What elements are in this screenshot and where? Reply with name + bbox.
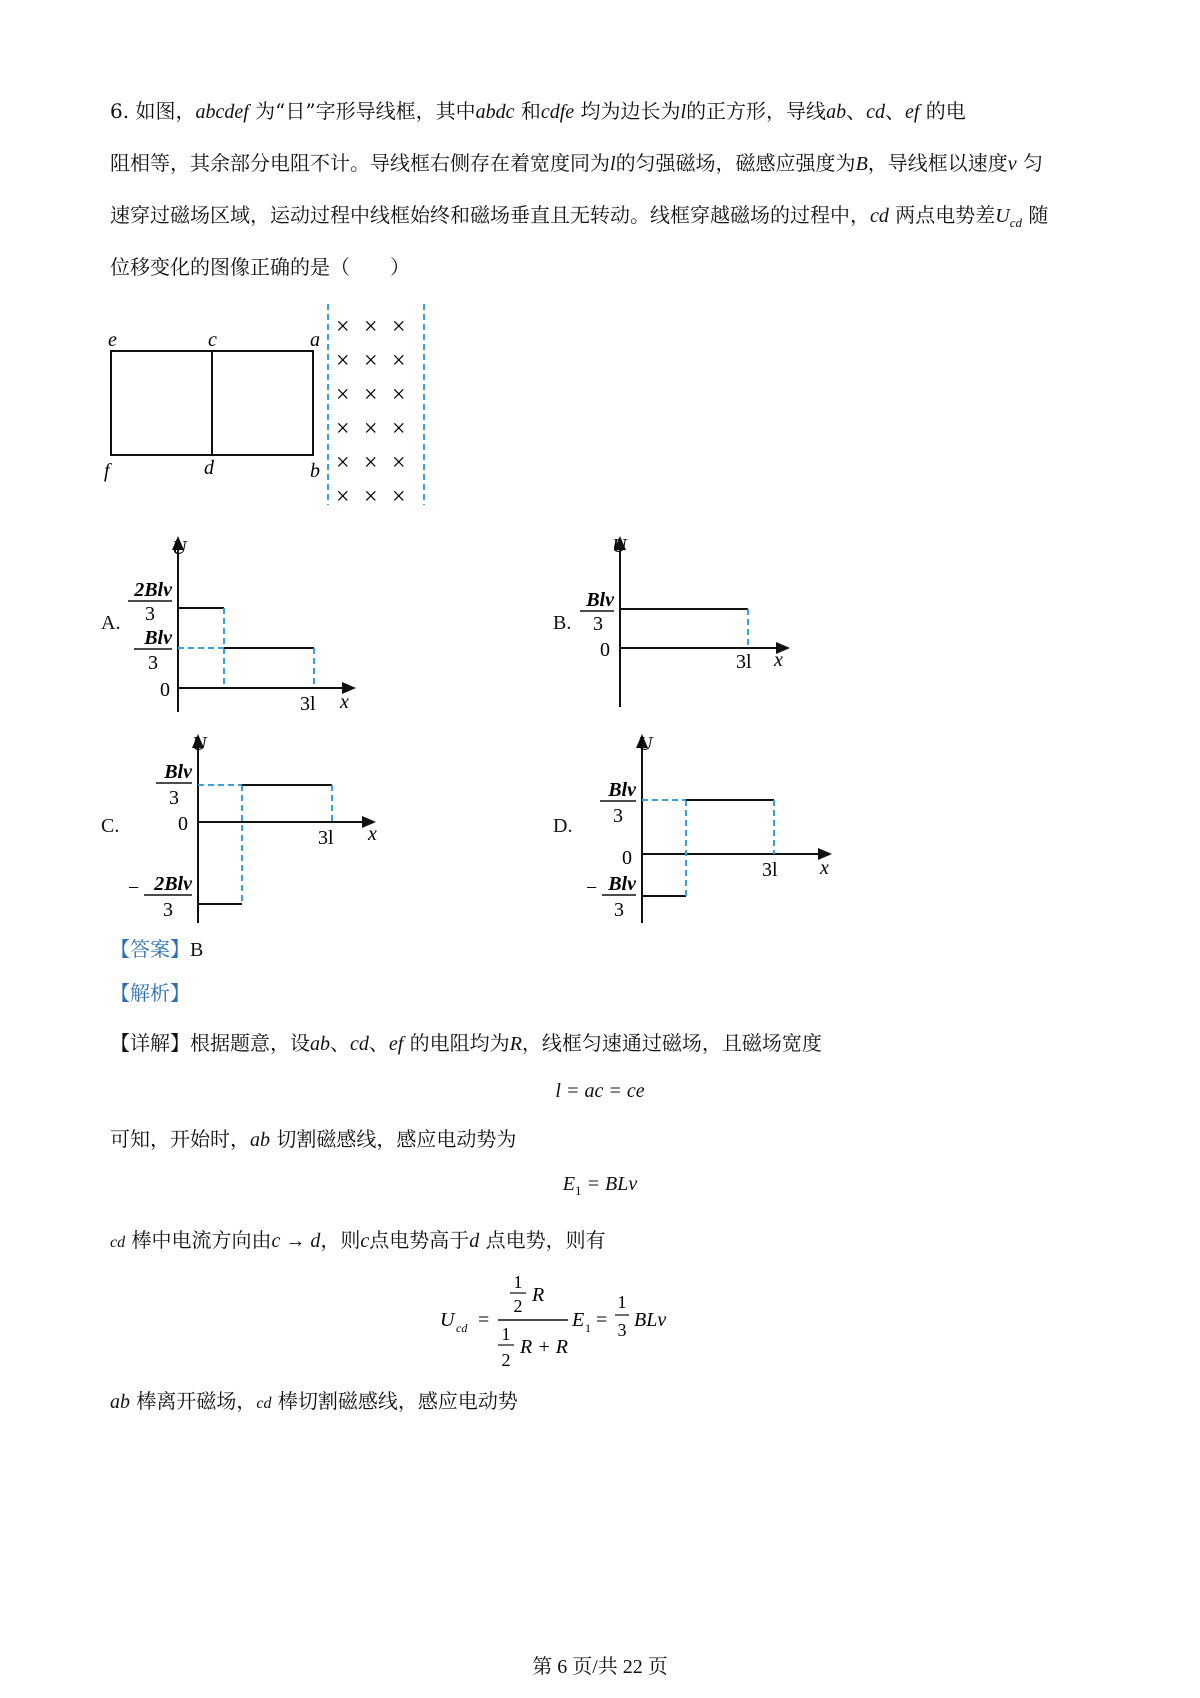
equation-1: l = ac = ce	[555, 1080, 645, 1102]
equation-2: $E_1$ = BLv	[562, 1173, 638, 1198]
page-footer: 第 6 页/共 22 页	[532, 1656, 668, 1678]
label-b: b	[310, 460, 320, 482]
field-cross: ×	[364, 382, 378, 408]
field-cross: ×	[336, 416, 350, 442]
x-tick-3l: 3l	[736, 651, 752, 673]
field-cross: ×	[364, 450, 378, 476]
frame-figure	[100, 300, 440, 515]
y2-den: 3	[148, 652, 158, 674]
axis-x-label: x	[340, 691, 349, 713]
answer-label: 【答案】	[110, 937, 190, 961]
field-cross: ×	[392, 314, 406, 340]
equation-3	[430, 1270, 690, 1380]
field-cross: ×	[336, 484, 350, 510]
question-line-2: 阻相等，其余部分电阻不计。导线框右侧存在着宽度同为l的匀强磁场，磁感应强度为B，导线框以速度v 匀	[110, 151, 1044, 175]
y1-den: 3	[169, 787, 179, 809]
axis-x-label: x	[368, 823, 377, 845]
option-c-letter: C.	[101, 815, 120, 837]
question-line-3: 速穿过磁场区域，运动过程中线框始终和磁场垂直且无转动。线框穿越磁场的过程中，cd 两点电势差$U_{cd}$ 随	[110, 203, 1049, 230]
question-line-4: 位移变化的图像正确的是（ ）	[110, 255, 410, 279]
option-b-letter: B.	[553, 612, 572, 634]
label-f: f	[104, 460, 110, 482]
svg-text:=: =	[596, 1309, 608, 1331]
field-cross: ×	[364, 484, 378, 510]
field-cross: ×	[364, 416, 378, 442]
axis-x-label: x	[820, 857, 829, 879]
zero-label: 0	[600, 639, 610, 661]
option-d-graph	[582, 728, 842, 928]
detail-line-4: ab 棒离开磁场，cd 棒切割磁感线，感应电动势	[110, 1389, 518, 1413]
field-cross: ×	[364, 348, 378, 374]
detail-line-1: 【详解】根据题意，设ab、cd、ef 的电阻均为R，线框匀速通过磁场，且磁场宽度	[110, 1031, 822, 1055]
field-cross: ×	[336, 382, 350, 408]
field-cross: ×	[392, 416, 406, 442]
svg-text:1: 1	[513, 1272, 523, 1292]
svg-text:E: E	[572, 1309, 585, 1331]
svg-text:2: 2	[501, 1350, 511, 1370]
svg-text:cd: cd	[456, 1321, 468, 1335]
option-b-graph	[578, 532, 808, 712]
zero-label: 0	[160, 679, 170, 701]
label-c: c	[208, 329, 217, 351]
zero-label: 0	[178, 813, 188, 835]
x-tick-3l: 3l	[318, 827, 334, 849]
y1-num: Blv	[586, 589, 614, 611]
axis-u-label: U	[192, 733, 207, 755]
field-cross: ×	[392, 382, 406, 408]
option-d-letter: D.	[553, 815, 573, 837]
svg-text:=: =	[478, 1309, 490, 1331]
svg-text:1: 1	[501, 1324, 511, 1344]
axis-u-label: U	[638, 733, 653, 755]
question-line-1: 6. 如图，abcdef 为“日”字形导线框，其中abdc 和cdfe 均为边长为l的正方形，导线ab、cd、ef 的电	[110, 99, 966, 123]
svg-text:2: 2	[513, 1296, 523, 1316]
svg-text:BLv: BLv	[634, 1309, 667, 1331]
y2-num: Blv	[144, 627, 172, 649]
axis-x-label: x	[774, 649, 783, 671]
magnetic-field-crosses	[336, 314, 406, 510]
field-cross: ×	[336, 450, 350, 476]
y1-num: Blv	[608, 779, 636, 801]
field-cross: ×	[336, 314, 350, 340]
field-cross: ×	[336, 348, 350, 374]
y1-num: 2Blv	[134, 579, 172, 601]
analysis-line	[110, 978, 1110, 1008]
neg-sign: −	[586, 877, 598, 899]
field-cross: ×	[392, 484, 406, 510]
label-a: a	[310, 329, 320, 351]
neg-den: 3	[163, 899, 173, 921]
svg-text:R + R: R + R	[520, 1336, 568, 1358]
svg-text:U: U	[440, 1309, 455, 1331]
detail-line-2: 可知，开始时，ab 切割磁感线，感应电动势为	[110, 1127, 517, 1151]
label-d: d	[204, 457, 214, 479]
svg-text:3: 3	[617, 1320, 627, 1340]
axis-u-label: U	[172, 537, 187, 559]
y1-den: 3	[613, 805, 623, 827]
field-cross: ×	[392, 450, 406, 476]
x-tick-3l: 3l	[762, 859, 778, 881]
neg-den: 3	[614, 899, 624, 921]
label-e: e	[108, 329, 117, 351]
answer-value: B	[190, 939, 204, 961]
option-a-letter: A.	[101, 612, 121, 634]
svg-text:1: 1	[585, 1321, 591, 1335]
answer-line	[110, 934, 1110, 965]
svg-text:R: R	[532, 1284, 545, 1306]
option-a-graph	[120, 532, 370, 717]
detail-line-3: cd 棒中电流方向由c → d，则c点电势高于d 点电势，则有	[110, 1228, 606, 1252]
field-cross: ×	[364, 314, 378, 340]
analysis-label: 【解析】	[110, 981, 190, 1005]
neg-sign: −	[128, 877, 140, 899]
x-tick-3l: 3l	[300, 693, 316, 715]
svg-text:1: 1	[617, 1292, 627, 1312]
zero-label: 0	[622, 847, 632, 869]
y1-den: 3	[593, 613, 603, 635]
neg-num: 2Blv	[154, 873, 192, 895]
field-cross: ×	[392, 348, 406, 374]
option-c-graph	[120, 728, 390, 928]
y1-den: 3	[145, 603, 155, 625]
y1-num: Blv	[164, 761, 192, 783]
axis-u-label: U	[612, 535, 627, 557]
neg-num: Blv	[608, 873, 636, 895]
